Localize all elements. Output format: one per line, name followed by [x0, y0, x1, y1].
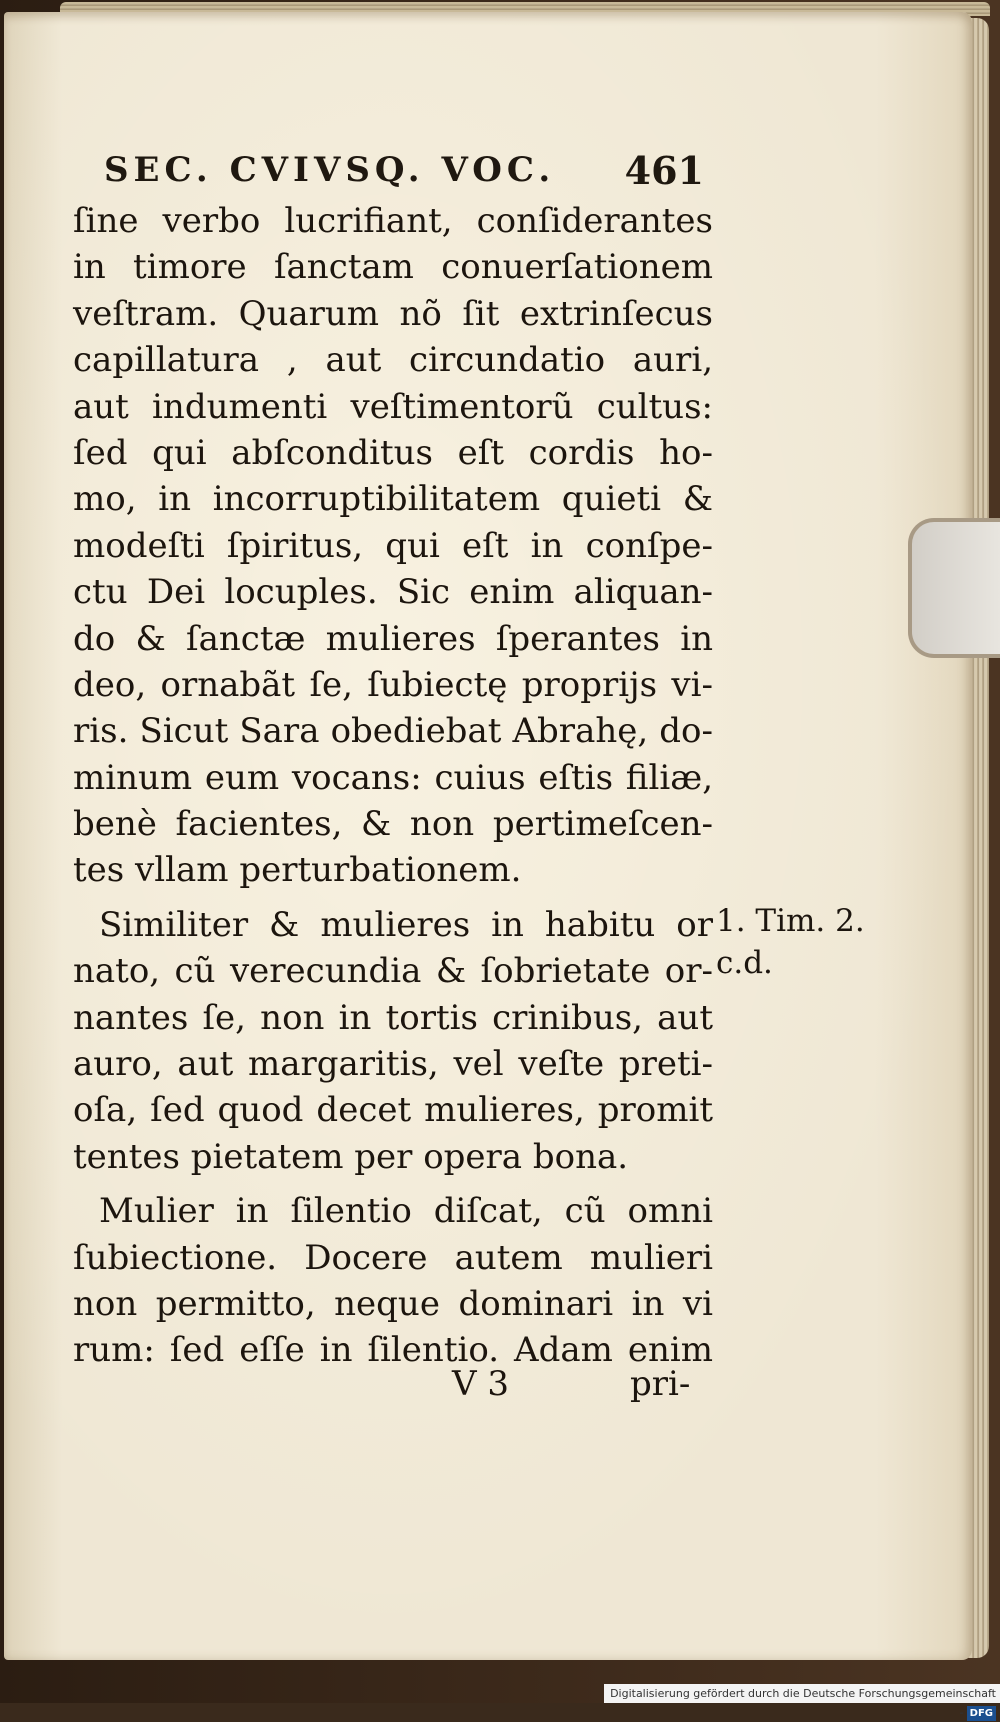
margin-note-section: c.d. — [716, 945, 773, 981]
text-line: rum: ſed eſſe in ſilentio. Adam enim — [73, 1330, 713, 1371]
text-line: Similiter & mulieres in habitu or — [99, 904, 713, 945]
margin-note-reference: 1. Tim. 2. — [716, 903, 865, 939]
text-line: capillatura , aut circundatio auri, — [73, 340, 713, 381]
text-line: auro, aut margaritis, vel veſte preti- — [73, 1044, 713, 1085]
text-line: ſed qui abſconditus eſt cordis ho- — [73, 432, 713, 473]
text-line: non permitto, neque dominari in vi — [73, 1283, 713, 1324]
text-line: ſubiectione. Docere autem mulieri — [73, 1237, 713, 1278]
text-line: modeſti ſpiritus, qui eſt in conſpe- — [73, 525, 713, 566]
text-block — [73, 198, 713, 1374]
catchword: pri- — [630, 1364, 691, 1404]
folio-number: 461 — [624, 148, 704, 193]
digitization-banner — [604, 1684, 1000, 1719]
text-line: aut indumenti veſtimentorũ cultus: — [73, 386, 713, 427]
text-line: do & ſanctæ mulieres ſperantes in — [73, 618, 713, 659]
running-head-title: SEC. CVIVSQ. VOC. — [104, 150, 556, 190]
clasp-tab — [908, 518, 1000, 658]
text-line: tes vllam perturbationem. — [73, 850, 522, 891]
text-line: ſine verbo lucrifiant, conſiderantes — [73, 201, 713, 241]
text-line: tentes pietatem per opera bona. — [73, 1136, 629, 1177]
text-line: ctu Dei locuples. Sic enim aliquan- — [73, 572, 713, 613]
text-line: ris. Sicut Sara obediebat Abrahę, do- — [73, 711, 713, 752]
text-line: in timore ſanctam conuerſationem — [73, 247, 713, 288]
signature-mark: V 3 — [452, 1364, 509, 1404]
text-line: mo, in incorruptibilitatem quieti & — [73, 479, 713, 520]
text-line: minum eum vocans: cuius eſtis filiæ, — [73, 757, 713, 798]
text-line: deo, ornabãt ſe, ſubiectę proprijs vi- — [73, 664, 713, 705]
text-line: veſtram. Quarum nõ ſit extrinſecus — [73, 293, 713, 334]
digitization-text: Digitalisierung gefördert durch die Deutsche Forschungsgemeinschaft - — [610, 1687, 996, 1719]
running-head — [104, 148, 704, 193]
dfg-logo: DFG — [967, 1706, 996, 1721]
text-line: benè facientes, & non pertimeſcen- — [73, 804, 713, 845]
text-line: Mulier in ſilentio diſcat, cũ omni — [99, 1191, 713, 1232]
text-line: nato, cũ verecundia & ſobrietate or- — [73, 951, 713, 992]
text-line: nantes ſe, non in tortis crinibus, aut — [73, 997, 713, 1038]
text-line: oſa, ſed quod decet mulieres, promit — [73, 1090, 713, 1131]
